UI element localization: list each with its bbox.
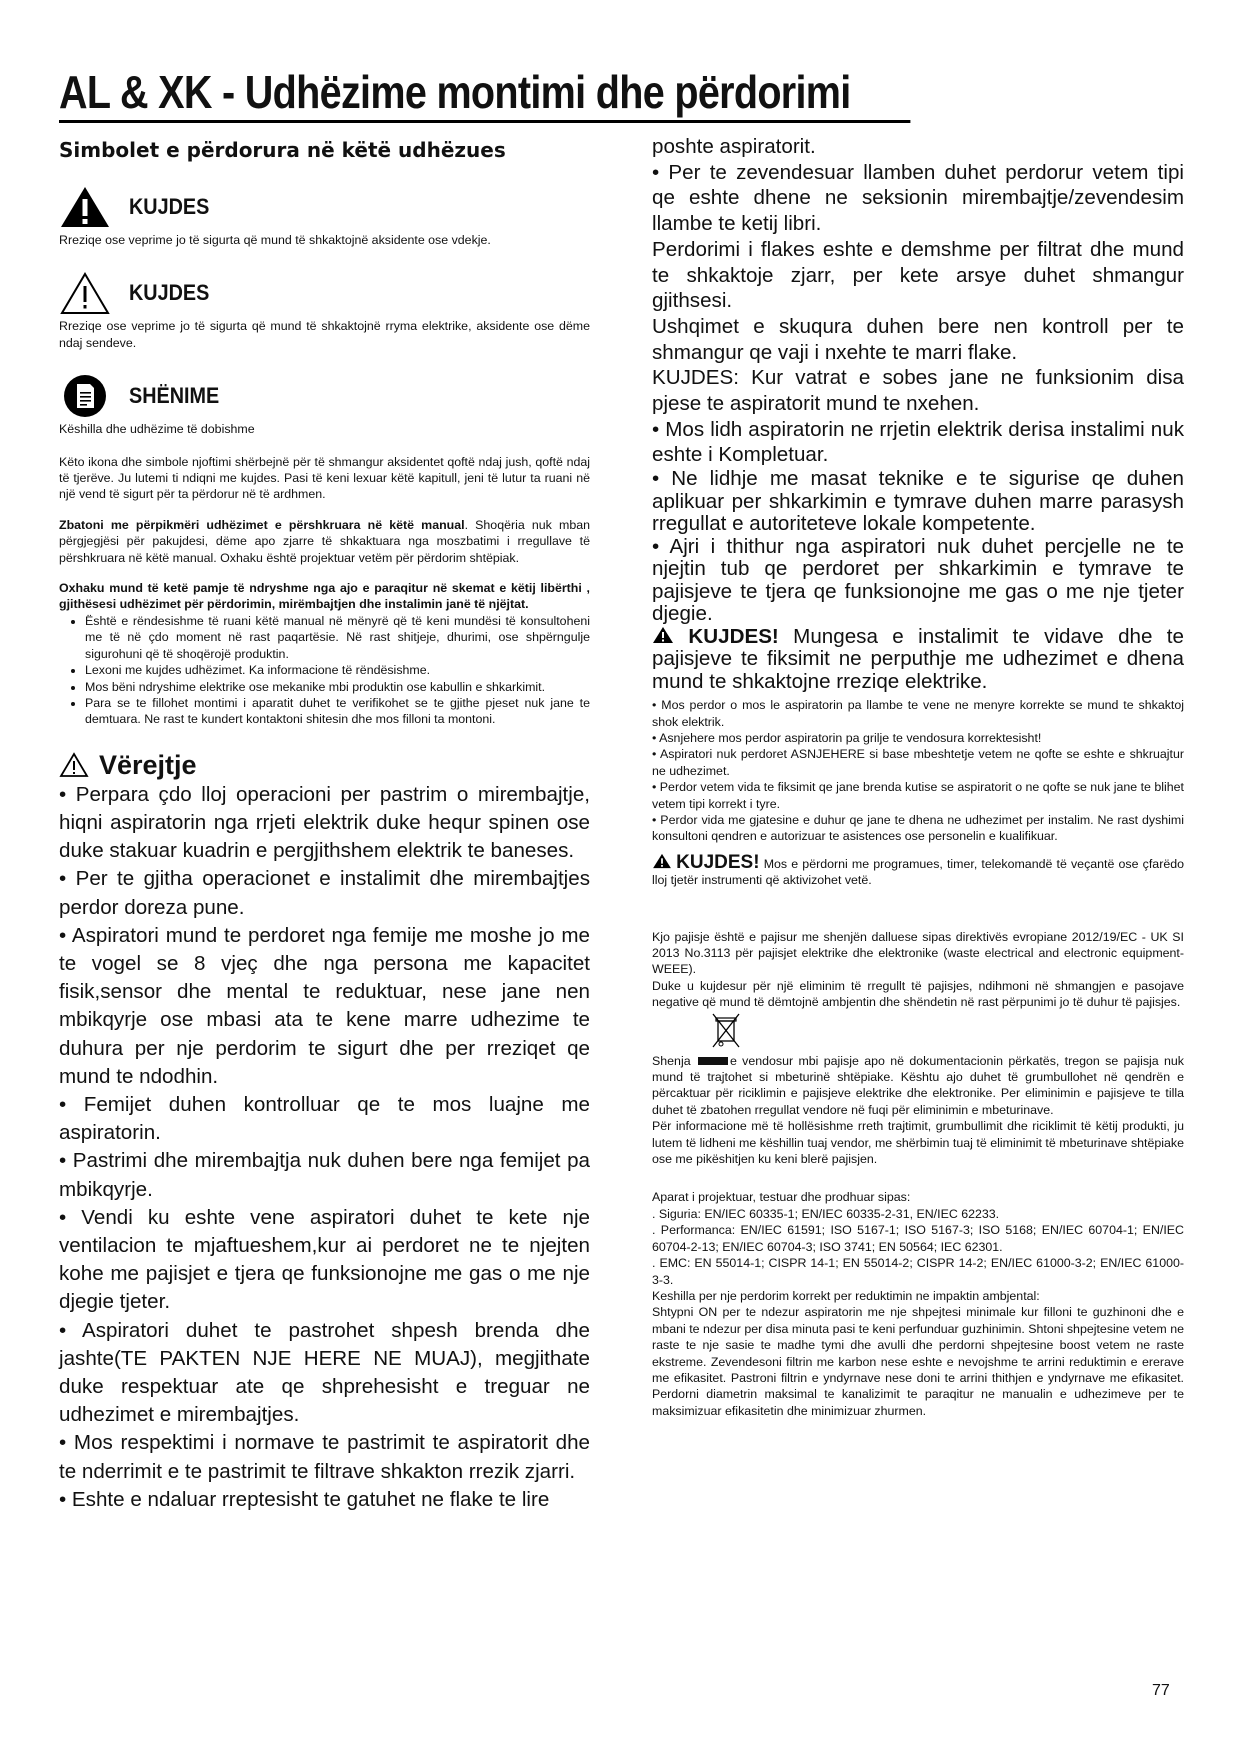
paragraph: • Ne lidhje me masat teknike e te sigurise qe duhen aplikuar per shkarkimin e tymrave duhen marre parasysh rregullat e autoriteteve lokale kompetente.: [652, 467, 1184, 536]
paragraph: . EMC: EN 55014-1; CISPR 14-1; EN 55014-2; CISPR 14-2; EN/IEC 61000-3-2; EN/IEC 61000-3-3.: [652, 1256, 1184, 1287]
paragraph: Aparat i projektuar, testuar dhe prodhuar sipas:: [652, 1190, 911, 1205]
list-item: • Mos perdor o mos le aspiratorin pa llambe te vene ne menyre korrekte se mund te shkaktoj shok elektrik.: [652, 698, 1184, 729]
verejtje-heading: Vërejtje: [59, 750, 590, 781]
list-item: • Perdor vetem vida te fiksimit qe jane brenda kutise se aspiratorit o ne qofte se nuk jane te blihet vetem tipi korrekt i tyre.: [652, 780, 1184, 811]
paragraph: • Pastrimi dhe mirembajtja nuk duhen bere nga femijet pa mbikqyrje.: [59, 1149, 590, 1201]
symbol-row-caution: [59, 270, 590, 316]
symbol-label: SHËNIME: [129, 383, 220, 409]
list-item: • Asnjehere mos perdor aspiratorin pa grilje te vendosura korrektesisht!: [652, 730, 1042, 745]
symbol-row-notes: [59, 373, 590, 419]
warning-paragraph: KUJDES! Mungesa e instalimit te vidave dhe te pajisjeve te fiksimit ne perputhje me udhezimet e dhena mund te shkaktojne rreziqe elektrike.: [652, 624, 1184, 693]
appearance-paragraph: Oxhaku mund të ketë pamje të ndryshme nga ajo e paraqitur në skemat e këtij libërthi , gjithësesi udhëzimet për përdorimin, mirëmbajtjen dhe instalimin janë të njëjtat.: [59, 581, 590, 612]
warning-filled-icon: [652, 626, 674, 644]
weee-section: [652, 929, 1184, 1168]
right-paragraphs: [652, 134, 1184, 693]
paragraph: Duke u kujdesur për një eliminim të rregullt të pajisjes, ndihmoni në shmangjen e pasojave negative që mund të dëmtojnë ambjentin dhe shëndetin në rast përpunimi jo të duhur të pajisjes.: [652, 978, 1184, 1010]
page-number: 77: [1152, 1682, 1170, 1699]
paragraph: . Siguria: EN/IEC 60335-1; EN/IEC 60335-2-31, EN/IEC 62233.: [652, 1206, 1000, 1221]
list-item: • Lexoni me kujdes udhëzimet. Ka informacione të rëndësishme.: [85, 662, 590, 678]
warning-outline-icon: [59, 270, 111, 316]
symbol-description: Rreziqe ose veprime jo të sigurta që mund të shkaktojnë rryma elektrike, aksidente ose dëme ndaj sendeve.: [59, 319, 590, 350]
verejtje-paragraphs: [59, 781, 590, 1514]
paragraph: • Per te gjitha operacionet e instalimit dhe mirembajtjes perdor doreza pune.: [59, 867, 590, 919]
warning-filled-icon: [652, 853, 672, 869]
paragraph: Kjo pajisje është e pajisur me shenjën dalluese sipas direktivës evropiane 2012/19/EC - UK SI 2013 No.3113 për pajisjet elektrike dhe elektronike (waste electrical and electronic equipment- WEEE).: [652, 929, 1184, 977]
paragraph: Për informacione më të hollësishme rreth trajtimit, grumbullimit dhe riciklimit të këtij produkti, ju lutem të lidheni me këshillin tuaj vendor, me shërbimin tuaj të eliminimit të mbeturinave shtëpiake ose me pikëshitjen ku keni blerë pajisjen.: [652, 1119, 1184, 1167]
warning-label: KUJDES!: [688, 624, 779, 648]
right-column: [652, 134, 1184, 1419]
symbol-label: KUJDES: [129, 280, 210, 306]
paragraph: • Ajri i thithur nga aspiratori nuk duhet percjelle ne te njejtin tub qe perdoret per shkarkimin e tymrave te pajisjeve te tjera qe funksionojne me gas o me nje tjeter djegie.: [652, 534, 1184, 626]
paragraph: • Aspiratori duhet te pastrohet shpesh brenda dhe jashte(TE PAKTEN NJE HERE NE MUAJ), megjithate duke respektuar ate qe shprehesisht e treguar ne udhezimet e mirembajtjes.: [59, 1318, 590, 1427]
warning-paragraph-2: KUJDES! Mos e përdorni me programues, timer, telekomandë të veçantë ose çfarëdo lloj tjetër instrumenti që aktivizohet vetë.: [652, 851, 1184, 888]
standards-section: [652, 1189, 1184, 1419]
list-item: • Para se te fillohet montimi i aparatit duhet te verifikohet se te gjithe pjeset nuk jane te demtuara. Ne rast te kundert kontaktoni shitesin dhe mos filloni ta montoni.: [85, 695, 590, 728]
paragraph: • Vendi ku eshte vene aspiratori duhet te kete nje ventilacion te mjaftueshem,kur ai perdoret ne te njejten kohe me pajisjet e tjera qe funksionojne me gas o me nje djegie tjeter.: [59, 1205, 590, 1314]
general-bullet-list: [59, 613, 590, 728]
paragraph: Shtypni ON per te ndezur aspiratorin me nje shpejtesi minimale kur filloni te guzhinoni dhe e mbani te ndezur per disa minuta pasi te keni perfunduar guzhinimin. Shtoni shpejtesine vetem ne raste te nje sasie te madhe tymi dhe avulli dhe perdorni shpejtesine boost vetem ne raste ekstreme. Zevendesoni filtrin me karbon nese eshte e nevojshme te arrini reduktimin e ererave me efikasitet. Pastroni filtrin e yndyrnave nese doni te arrini thithjen e yndyrnave me efikasitet. Perdorni diametrin maksimal te kanalizimit te paraqitur ne manualin e udhezimeve per te maksimizuar efikasitetin dhe minimizuar zhurmen.: [652, 1305, 1184, 1418]
warning-filled-icon: [59, 184, 111, 230]
paragraph: • Aspiratori mund te perdoret nga femije me moshe jo me te vogel se 8 vjeç dhe nga persona me kapacitet fisik,sensor dhe mental te reduktuar, nese jane nen mbikqyrje ose mbasi ata te kene marre udhezime te duhura per nje perdorim te sigurt dhe per rreziqet qe mund te ndodhin.: [59, 923, 590, 1088]
paragraph: poshte aspiratorit.: [652, 135, 816, 158]
paragraph: Shenja e vendosur mbi pajisje apo në dokumentacionin përkatës, tregon se pajisja nuk mund të trajtohet si mbeturinë shtëpiake. Kështu ajo duhet të grumbullohet në qendrën e përcaktuar për riciklimin e pajisjeve elektrike dhe elektronike. Per eliminimin e pajisjeve te tilla duhet të zbatohen rregullat vendore në fuqi për eliminimin e mbeturinave.: [652, 1053, 1184, 1117]
paragraph: KUJDES: Kur vatrat e sobes jane ne funksionim disa pjese te aspiratorit mund te nxehen.: [652, 366, 1184, 416]
list-item: • Perdor vida me gjatesine e duhur qe jane te dhena ne udhezimet per instalim. Ne rast dyshimi konsultoni qendren e autorizuar te asistences ose personelin e kualifikuar.: [652, 812, 1184, 844]
paragraph: . Performanca: EN/IEC 61591; ISO 5167-1; ISO 5167-3; ISO 5168; EN/IEC 60704-1; EN/IEC 60704-2-13; EN/IEC 60704-3; ISO 3741; EN 50564; IEC 62301.: [652, 1223, 1184, 1254]
paragraph: Perdorimi i flakes eshte e demshme per filtrat dhe mund te shkaktoje zjarr, per kete arsye duhet shmangur gjithsesi.: [652, 237, 1184, 313]
list-item: • Mos bëni ndryshime elektrike ose mekanike mbi produktin ose kabullin e shkarkimit.: [85, 679, 590, 695]
small-bullets: [652, 697, 1184, 845]
paragraph: • Perpara çdo lloj operacioni per pastrim o mirembajtje, hiqni aspiratorin nga rrjeti elektrik duke hequr spinen ose duke stakuar kuadrin e pergjithshem elektrik te baneses.: [59, 782, 590, 863]
paragraph: Ushqimet e skuqura duhen bere nen kontroll per te shmangur qe vaji i nxehte te marri flake.: [652, 314, 1184, 364]
crossed-bin-icon: [712, 1013, 740, 1049]
symbol-description: Këshilla dhe udhëzime të dobishme: [59, 422, 255, 437]
comply-bold: Zbatoni me përpikmëri udhëzimet e përshkruara në këtë manual: [59, 517, 465, 532]
page-title: AL & XK - Udhëzime montimi dhe përdorimi: [59, 66, 910, 123]
paragraph: • Per te zevendesuar llamben duhet perdorur vetem tipi qe eshte dhene ne seksionin mirembajtje/zevendesim llambe te ketij libri.: [652, 160, 1184, 236]
intro-paragraph: Këto ikona dhe simbole njoftimi shërbejnë për të shmangur aksidentet qoftë ndaj jush, qoftë ndaj të tjerëve. Ju lutemi ti ndiqni me kujdes. Pasi të keni lexuar këtë kapitull, jeni të lutur ta ruani në një vend të sigurt për ta përdorur në të ardhmen.: [59, 454, 590, 502]
warning-outline-icon: [59, 752, 89, 778]
list-item: • Është e rëndesishme të ruani këtë manual në mënyrë që të keni mundësi të konsultoheni me të në çdo moment në rast paqartësie. Në rast shitjeje, dhurimi, ose shpërngulje sigurohuni që të shoqërojë produktin.: [85, 613, 590, 662]
paragraph: Keshilla per nje perdorim korrekt per reduktimin ne impaktin ambjental:: [652, 1288, 1040, 1303]
paragraph: • Eshte e ndaluar rreptesisht te gatuhet ne flake te lire: [59, 1487, 550, 1511]
symbol-row-danger: [59, 184, 590, 230]
left-column: [59, 134, 590, 1514]
comply-rest: . Shoqëria nuk mban përgjegjësi për pakujdesi, dëme apo zjarre të shkaktuara nga moszbatimi i rregullave të përshkruara në këtë manual. Oxhaku është projektuar vetëm për përdorim shtëpiak.: [59, 517, 591, 565]
symbol-label: KUJDES: [129, 194, 210, 219]
list-item: • Aspiratori nuk perdoret ASNJEHERE si base mbeshtetje vetem ne qofte se eshte e shkruajtur ne udhezimet.: [652, 747, 1184, 778]
black-bar-icon: [698, 1057, 728, 1065]
paragraph: • Mos lidh aspiratorin ne rrjetin elektrik derisa instalimi nuk eshte i Kompletuar.: [652, 417, 1184, 467]
note-icon: [59, 373, 111, 419]
paragraph: • Mos respektimi i normave te pastrimit te aspiratorit dhe te nderrimit e te pastrimit te filtrave shkakton rrezik zjarri.: [59, 1431, 590, 1483]
symbol-description: Rreziqe ose veprime jo të sigurta që mund të shkaktojnë aksidente ose vdekje.: [59, 233, 491, 247]
symbols-heading: Simbolet e përdorura në këtë udhëzues: [59, 138, 506, 162]
paragraph: • Femijet duhen kontrolluar qe te mos luajne me aspiratorin.: [59, 1092, 590, 1145]
comply-paragraph: [59, 517, 590, 566]
warning-label: KUJDES!: [676, 851, 760, 873]
